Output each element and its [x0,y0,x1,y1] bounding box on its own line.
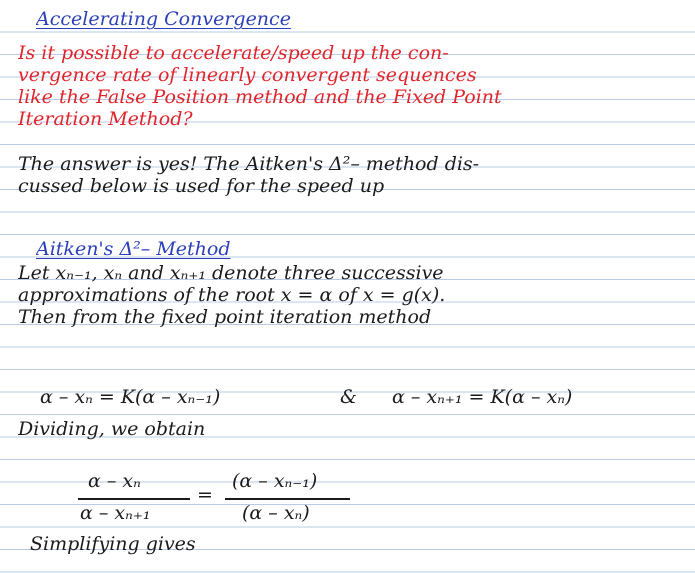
simplifying-text: Simplifying gives [30,533,196,555]
fraction-rhs-numerator: (α – xₙ₋₁) [232,470,318,492]
question-line-1: Is it possible to accelerate/speed up the con- [18,42,449,64]
question-line-2: vergence rate of linearly convergent sequences [18,64,477,86]
section-title: Aitken's Δ²– Method [36,238,231,260]
fraction-lhs-denominator: α – xₙ₊₁ [80,502,151,524]
question-line-3: like the False Position method and the Fixed Point [18,86,502,108]
dividing-text: Dividing, we obtain [18,418,206,440]
answer-line-1: The answer is yes! The Aitken's Δ²– method dis- [18,153,480,175]
fraction-lhs-numerator: α – xₙ [88,470,141,492]
fraction-rhs-bar [225,498,350,500]
heading: Accelerating Convergence [36,8,291,30]
body-line-3: Then from the fixed point iteration method [18,306,432,328]
body-line-1: Let xₙ₋₁, xₙ and xₙ₊₁ denote three successive [18,262,444,284]
question-line-4: Iteration Method? [18,108,193,130]
equation-right: α – xₙ₊₁ = K(α – xₙ) [392,386,573,408]
fraction-rhs-denominator: (α – xₙ) [242,502,310,524]
equation-left: α – xₙ = K(α – xₙ₋₁) [40,386,221,408]
fraction-equals: = [197,484,213,506]
answer-line-2: cussed below is used for the speed up [18,175,385,197]
fraction-lhs-bar [78,498,190,500]
equation-conjunction: & [340,386,357,408]
body-line-2: approximations of the root x = α of x = g(x). [18,284,446,306]
